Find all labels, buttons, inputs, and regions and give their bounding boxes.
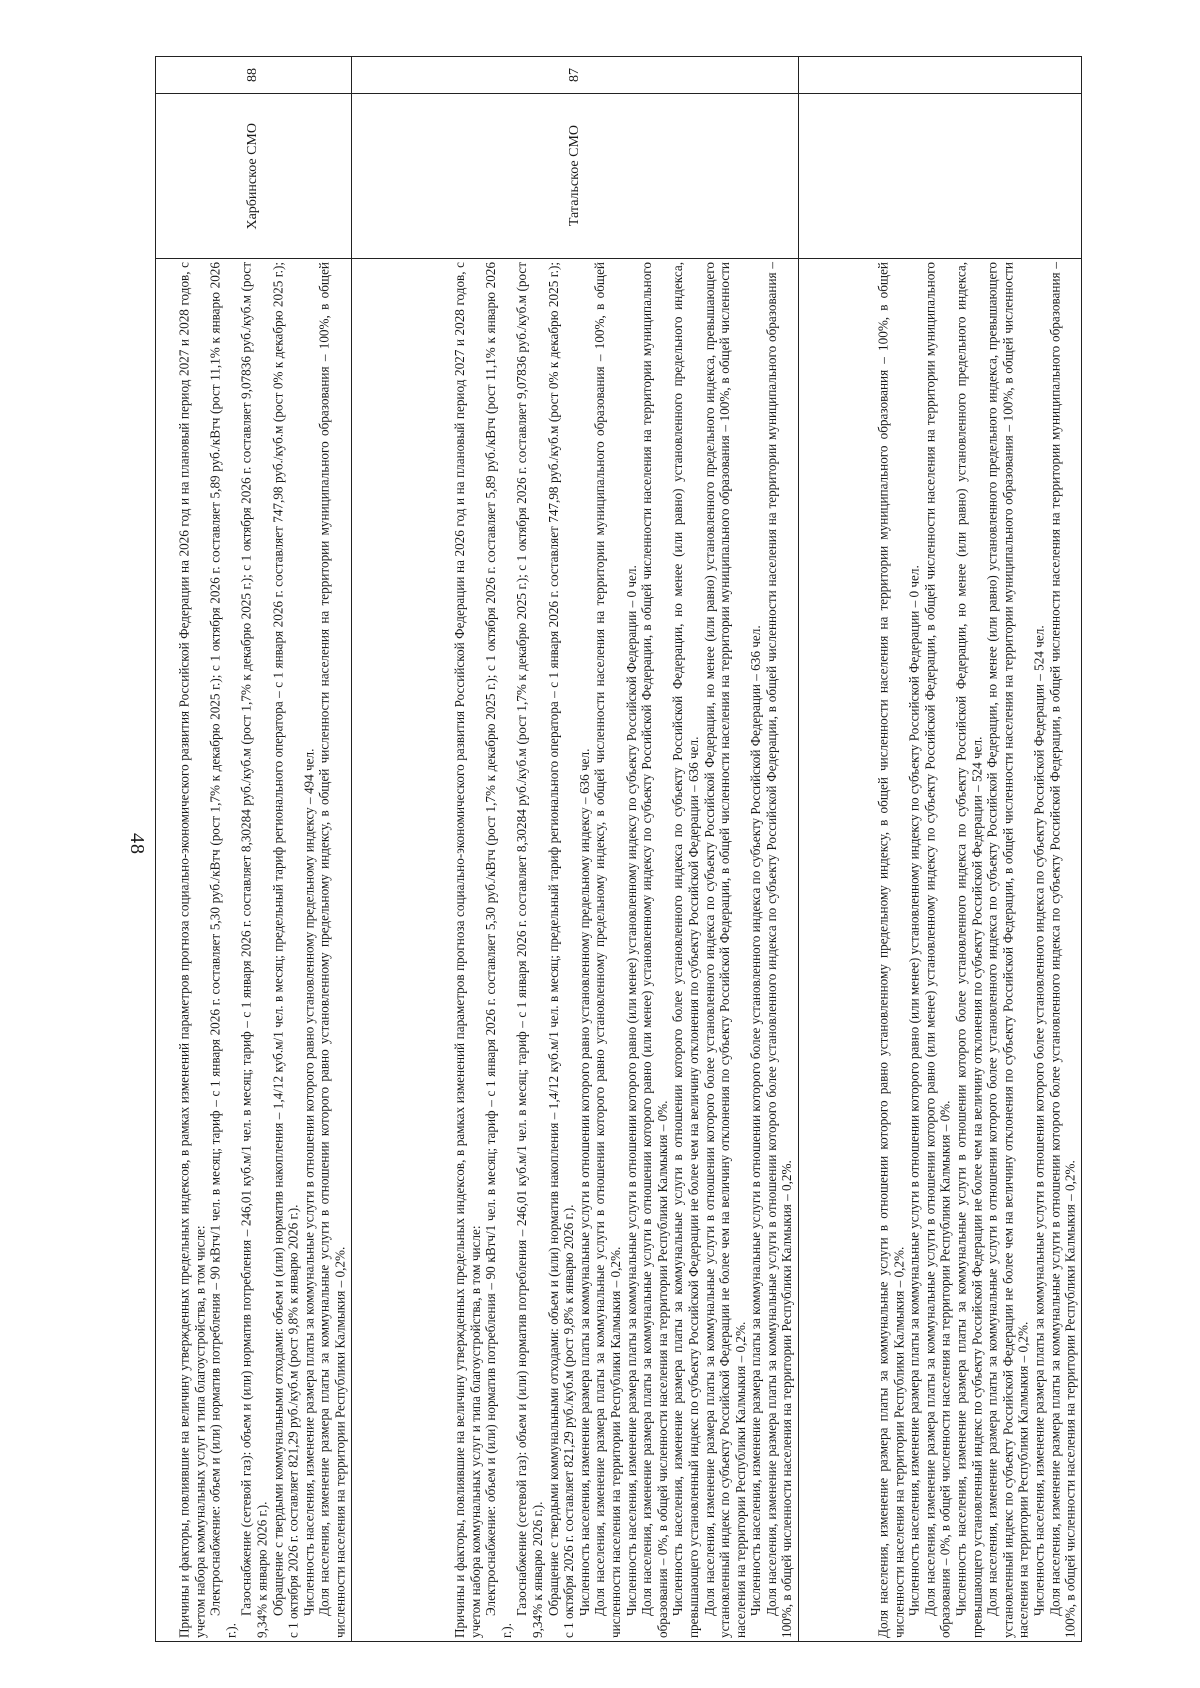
paragraph: Доля населения, изменение размера платы за коммунальные услуги в отношении которого более установленного индекса по субъекту Российской Федерации, но менее (или равно) установленного предельного индекса, превышающего установленный индекс по субъекту Российской Федерации не более чем на величину отклонения по субъекту Российской Федерации, в общей численности населения на территории муниципального образования – 100%, в общей численности населения на территории Республики Калмыкия – 0,2%. bbox=[984, 262, 1031, 1638]
table-row bbox=[799, 57, 1082, 1642]
paragraph: Причины и факторы, повлиявшие на величину утвержденных предельных индексов, в рамках изменений параметров прогноза социально-экономического развития Российской Федерации на 2026 год и на плановый период 2027 и 2028 годов, с учетом набора коммунальных услуг и типа благоустройства, в том числе: bbox=[176, 262, 208, 1638]
paragraph: Обращение с твердыми коммунальными отходами: объем и (или) норматив накопления – 1,4/12 куб.м/1 чел. в месяц; предельный тариф регионального оператора – с 1 января 2026 г. составляет 747,98 руб./куб.м (рост 0% к декабрю 2025 г.); с 1 октября 2026 г. составляет 821,29 руб./куб.м (рост 9,8% к январю 2026 г.). bbox=[270, 262, 301, 1638]
table-row bbox=[352, 57, 799, 1642]
municipality-cell bbox=[352, 94, 799, 259]
paragraph: Численность населения, изменение размера платы за коммунальные услуги в отношении которого более установленного индекса по субъекту Российской Федерации – 636 чел. bbox=[748, 625, 764, 1616]
paragraph: Доля населения, изменение размера платы за коммунальные услуги в отношении которого более установленного индекса по субъекту Российской Федерации, в общей численности населения на территории муниципального образования – 100%, в общей численности населения на территории Республики Калмыкия – 0,2%. bbox=[763, 262, 795, 1638]
paragraph: Газоснабжение (сетевой газ): объем и (или) норматив потребления – 246,01 куб.м/1 чел. в месяц; тариф – с 1 января 2026 г. составляет 8,30284 руб./куб.м (рост 1,7% к декабрю 2025 г.); с 1 октября 2026 г. составляет 9,07836 руб./куб.м (рост 9,34% к январю 2026 г.). bbox=[514, 262, 545, 1638]
paragraph: Численность населения, изменение размера платы за коммунальные услуги в отношении которого более установленного индекса по субъекту Российской Федерации – 524 чел. bbox=[1031, 625, 1047, 1616]
description-cell bbox=[799, 259, 1082, 1642]
paragraph: Доля населения, изменение размера платы за коммунальные услуги в отношении которого равно (или менее) установленному индексу по субъекту Российской Федерации, в общей численности населения на территории муниципального образования – 0%, в общей численности населения на территории Республики Калмыкия – 0%. bbox=[922, 262, 953, 1638]
paragraph: Численность населения, изменение размера платы за коммунальные услуги в отношении которого более установленного индекса по субъекту Российской Федерации, но менее (или равно) установленного предельного индекса, превышающего установленный индекс по субъекту Российской Федерации не более чем на величину отклонения по субъекту Российской Федерации – 524 чел. bbox=[953, 262, 984, 1638]
paragraph: Доля населения, изменение размера платы за коммунальные услуги в отношении которого более установленного индекса по субъекту Российской Федерации, но менее (или равно) установленного предельного индекса, превышающего установленный индекс по субъекту Российской Федерации не более чем на величину отклонения по субъекту Российской Федерации, в общей численности населения на территории муниципального образования – 100%, в общей численности населения на территории Республики Калмыкия – 0,2%. bbox=[701, 262, 748, 1638]
row-number-cell bbox=[156, 57, 352, 94]
paragraph: Газоснабжение (сетевой газ): объем и (или) норматив потребления – 246,01 куб.м/1 чел. в месяц; тариф – с 1 января 2026 г. составляет 8,30284 руб./куб.м (рост 1,7% к декабрю 2025 г.); с 1 октября 2026 г. составляет 9,07836 руб./куб.м (рост 9,34% к январю 2026 г.). bbox=[238, 262, 270, 1638]
paragraph: Численность населения, изменение размера платы за коммунальные услуги в отношении которого равно установленному предельному индексу – 636 чел. bbox=[576, 748, 592, 1616]
paragraph: Численность населения, изменение размера платы за коммунальные услуги в отношении которого равно (или менее) установленному индексу по субъекту Российской Федерации – 0 чел. bbox=[906, 565, 922, 1616]
paragraph: Доля населения, изменение размера платы за коммунальные услуги в отношении которого равно установленному предельному индексу, в общей численности населения на территории муниципального образования – 100%, в общей численности населения на территории Республики Калмыкия – 0,2%. bbox=[316, 262, 348, 1638]
tariff-table bbox=[155, 56, 1082, 1642]
paragraph: Численность населения, изменение размера платы за коммунальные услуги в отношении которого более установленного индекса по субъекту Российской Федерации, но менее (или равно) установленного предельного индекса, превышающего установленный индекс по субъекту Российской Федерации не более чем на величину отклонения по субъекту Российской Федерации – 636 чел. bbox=[670, 262, 701, 1638]
paragraph: Численность населения, изменение размера платы за коммунальные услуги в отношении которого равно установленному предельному индексу – 494 чел. bbox=[301, 748, 317, 1616]
row-number-cell bbox=[352, 57, 799, 94]
paragraph: Численность населения, изменение размера платы за коммунальные услуги в отношении которого равно (или менее) установленному индексу по субъекту Российской Федерации – 0 чел. bbox=[623, 565, 639, 1616]
table-row bbox=[156, 57, 352, 1642]
description-cell bbox=[156, 259, 352, 1642]
paragraph: Доля населения, изменение размера платы за коммунальные услуги в отношении которого равно установленному предельному индексу, в общей численности населения на территории муниципального образования – 100%, в общей численности населения на территории Республики Калмыкия – 0,2%. bbox=[592, 262, 623, 1638]
paragraph: Доля населения, изменение размера платы за коммунальные услуги в отношении которого равно (или менее) установленному индексу по субъекту Российской Федерации, в общей численности населения на территории муниципального образования – 0%, в общей численности населения на территории Республики Калмыкия – 0%. bbox=[639, 262, 670, 1638]
description-cell bbox=[352, 259, 799, 1642]
paragraph: Электроснабжение: объем и (или) норматив потребления – 90 кВтч/1 чел. в месяц; тариф – с 1 января 2026 г. составляет 5,30 руб./кВтч (рост 1,7% к декабрю 2025 г.); с 1 октября 2026 г. составляет 5,89 руб./кВтч (рост 11,1% к январю 2026 г.). bbox=[483, 262, 514, 1638]
municipality-name: Татальское СМО bbox=[567, 125, 582, 227]
paragraph: Доля населения, изменение размера платы за коммунальные услуги в отношении которого равно установленному предельному индексу, в общей численности населения на территории муниципального образования – 100%, в общей численности населения на территории Республики Калмыкия – 0,2%. bbox=[875, 262, 906, 1638]
table-body bbox=[156, 57, 1082, 1642]
row-number: 88 bbox=[245, 68, 261, 82]
row-number-cell bbox=[799, 57, 1082, 94]
municipality-cell bbox=[799, 94, 1082, 259]
paragraph: Причины и факторы, повлиявшие на величину утвержденных предельных индексов, в рамках изменений параметров прогноза социально-экономического развития Российской Федерации на 2026 год и на плановый период 2027 и 2028 годов, с учетом набора коммунальных услуг и типа благоустройства, в том числе: bbox=[451, 262, 483, 1638]
municipality-cell bbox=[156, 94, 352, 259]
paragraph: Обращение с твердыми коммунальными отходами: объем и (или) норматив накопления – 1,4/12 куб.м/1 чел. в месяц; предельный тариф регионального оператора – с 1 января 2026 г. составляет 747,98 руб./куб.м (рост 0% к декабрю 2025 г.); с 1 октября 2026 г. составляет 821,29 руб./куб.м (рост 9,8% к январю 2026 г.). bbox=[545, 262, 577, 1638]
municipality-name: Харбинское СМО bbox=[245, 122, 261, 230]
page-number: 48 bbox=[126, 833, 148, 855]
row-number: 87 bbox=[567, 68, 582, 82]
paragraph: Доля населения, изменение размера платы за коммунальные услуги в отношении которого более установленного индекса по субъекту Российской Федерации, в общей численности населения на территории муниципального образования – 100%, в общей численности населения на территории Республики Калмыкия – 0,2%. bbox=[1046, 262, 1078, 1638]
paragraph: Электроснабжение: объем и (или) норматив потребления – 90 кВтч/1 чел. в месяц; тариф – с 1 января 2026 г. составляет 5,30 руб./кВтч (рост 1,7% к декабрю 2025 г.); с 1 октября 2026 г. составляет 5,89 руб./кВтч (рост 11,1% к январю 2026 г.). bbox=[207, 262, 239, 1638]
